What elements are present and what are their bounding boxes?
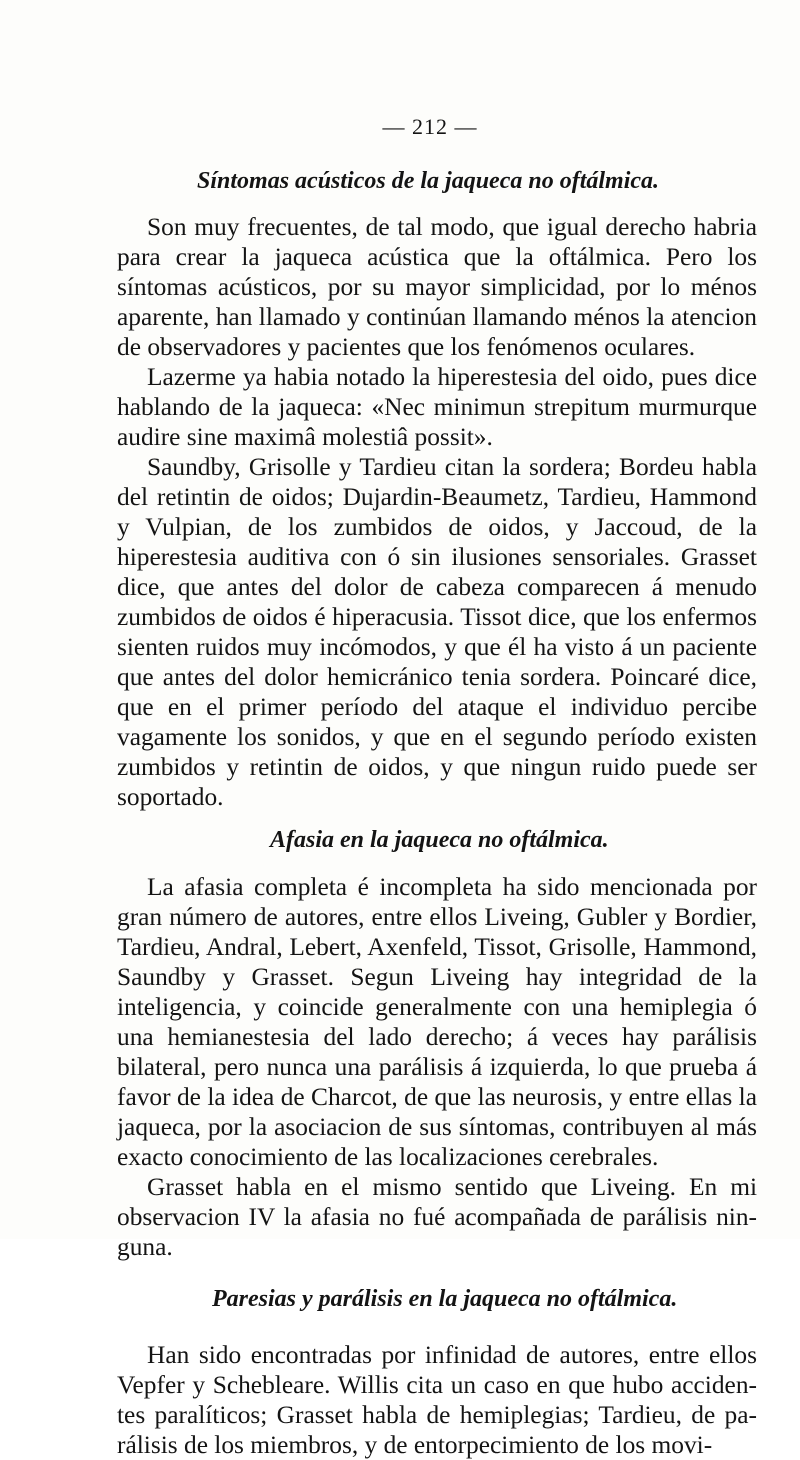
section-aphasia [117,825,757,1262]
section-heading: Paresias y parálisis en la jaqueca no oftálmica. [212,1286,678,1312]
paragraph: Han sido encontradas por infinidad de autores, entre ellos Vepfer y Schebleare. Willis cita un caso en que hubo accidentes paralíticos; Grasset habla de hemiplegias; Tardieu, de parálisis de los miembros, y de entorpecimiento de los movi- [117,1341,757,1459]
section-heading: Síntomas acústicos de la jaqueca no oftálmica. [197,168,660,194]
page-body [117,166,757,1460]
paragraph: Grasset habla en el mismo sentido que Liveing. En mi observacion IV la afasia no fué acompañada de parálisis ninguna. [117,1173,757,1261]
paragraph: Son muy frecuentes, de tal modo, que igual derecho habria para crear la jaqueca acústica que la oftálmica. Pero los síntomas acústicos, por su mayor simplicidad, por lo ménos aparente, han llamado y continúan llamando ménos la atencion de observadores y pacientes que los fenómenos oculares. [117,213,757,361]
section-paresis [117,1284,757,1460]
page-number: — 212 — [382,114,478,139]
section-acoustic-symptoms [117,166,757,812]
paragraph: Saundby, Grisolle y Tardieu citan la sordera; Bordeu habla del retintin de oidos; Dujardin-Beaumetz, Tardieu, Hammond y Vulpian, de los zumbidos de oidos, y Jaccoud, de la hiperestesia auditiva con ó sin ilusiones sensoriales. Grasset dice, que antes del dolor de cabeza comparecen á menudo zumbidos de oidos é hiperacusia. Tissot dice, que los enfermos sienten ruidos muy incómodos, y que él ha visto á un paciente que antes del dolor hemicránico tenia sordera. Poincaré dice, que en el primer período del ataque el individuo percibe vagamente los sonidos, y que en el segundo período existen zumbidos y retintin de oidos, y que ningun ruido puede ser soportado. [117,453,757,811]
paragraph: Lazerme ya habia notado la hiperestesia del oido, pues dice hablando de la jaqueca: «Nec minimun strepitum murmurque audire sine maximâ molestiâ possit». [117,363,757,451]
section-heading: Afasia en la jaqueca no oftálmica. [270,827,609,853]
paragraph: La afasia completa é incompleta ha sido mencionada por gran número de autores, entre ellos Liveing, Gubler y Bordier, Tardieu, Andral, Lebert, Axenfeld, Tissot, Grisolle, Hammond, Saundby y Grasset. Segun Liveing hay integridad de la inteligencia, y coincide generalmente con una hemiplegia ó una hemianestesia del lado derecho; á veces hay parálisis bilateral, pero nunca una parálisis á izquierda, lo que prueba á favor de la idea de Charcot, de que las neurosis, y entre ellas la jaqueca, por la asociacion de sus síntomas, contribuyen al más exacto conocimiento de las localizaciones cerebrales. [117,873,757,1171]
